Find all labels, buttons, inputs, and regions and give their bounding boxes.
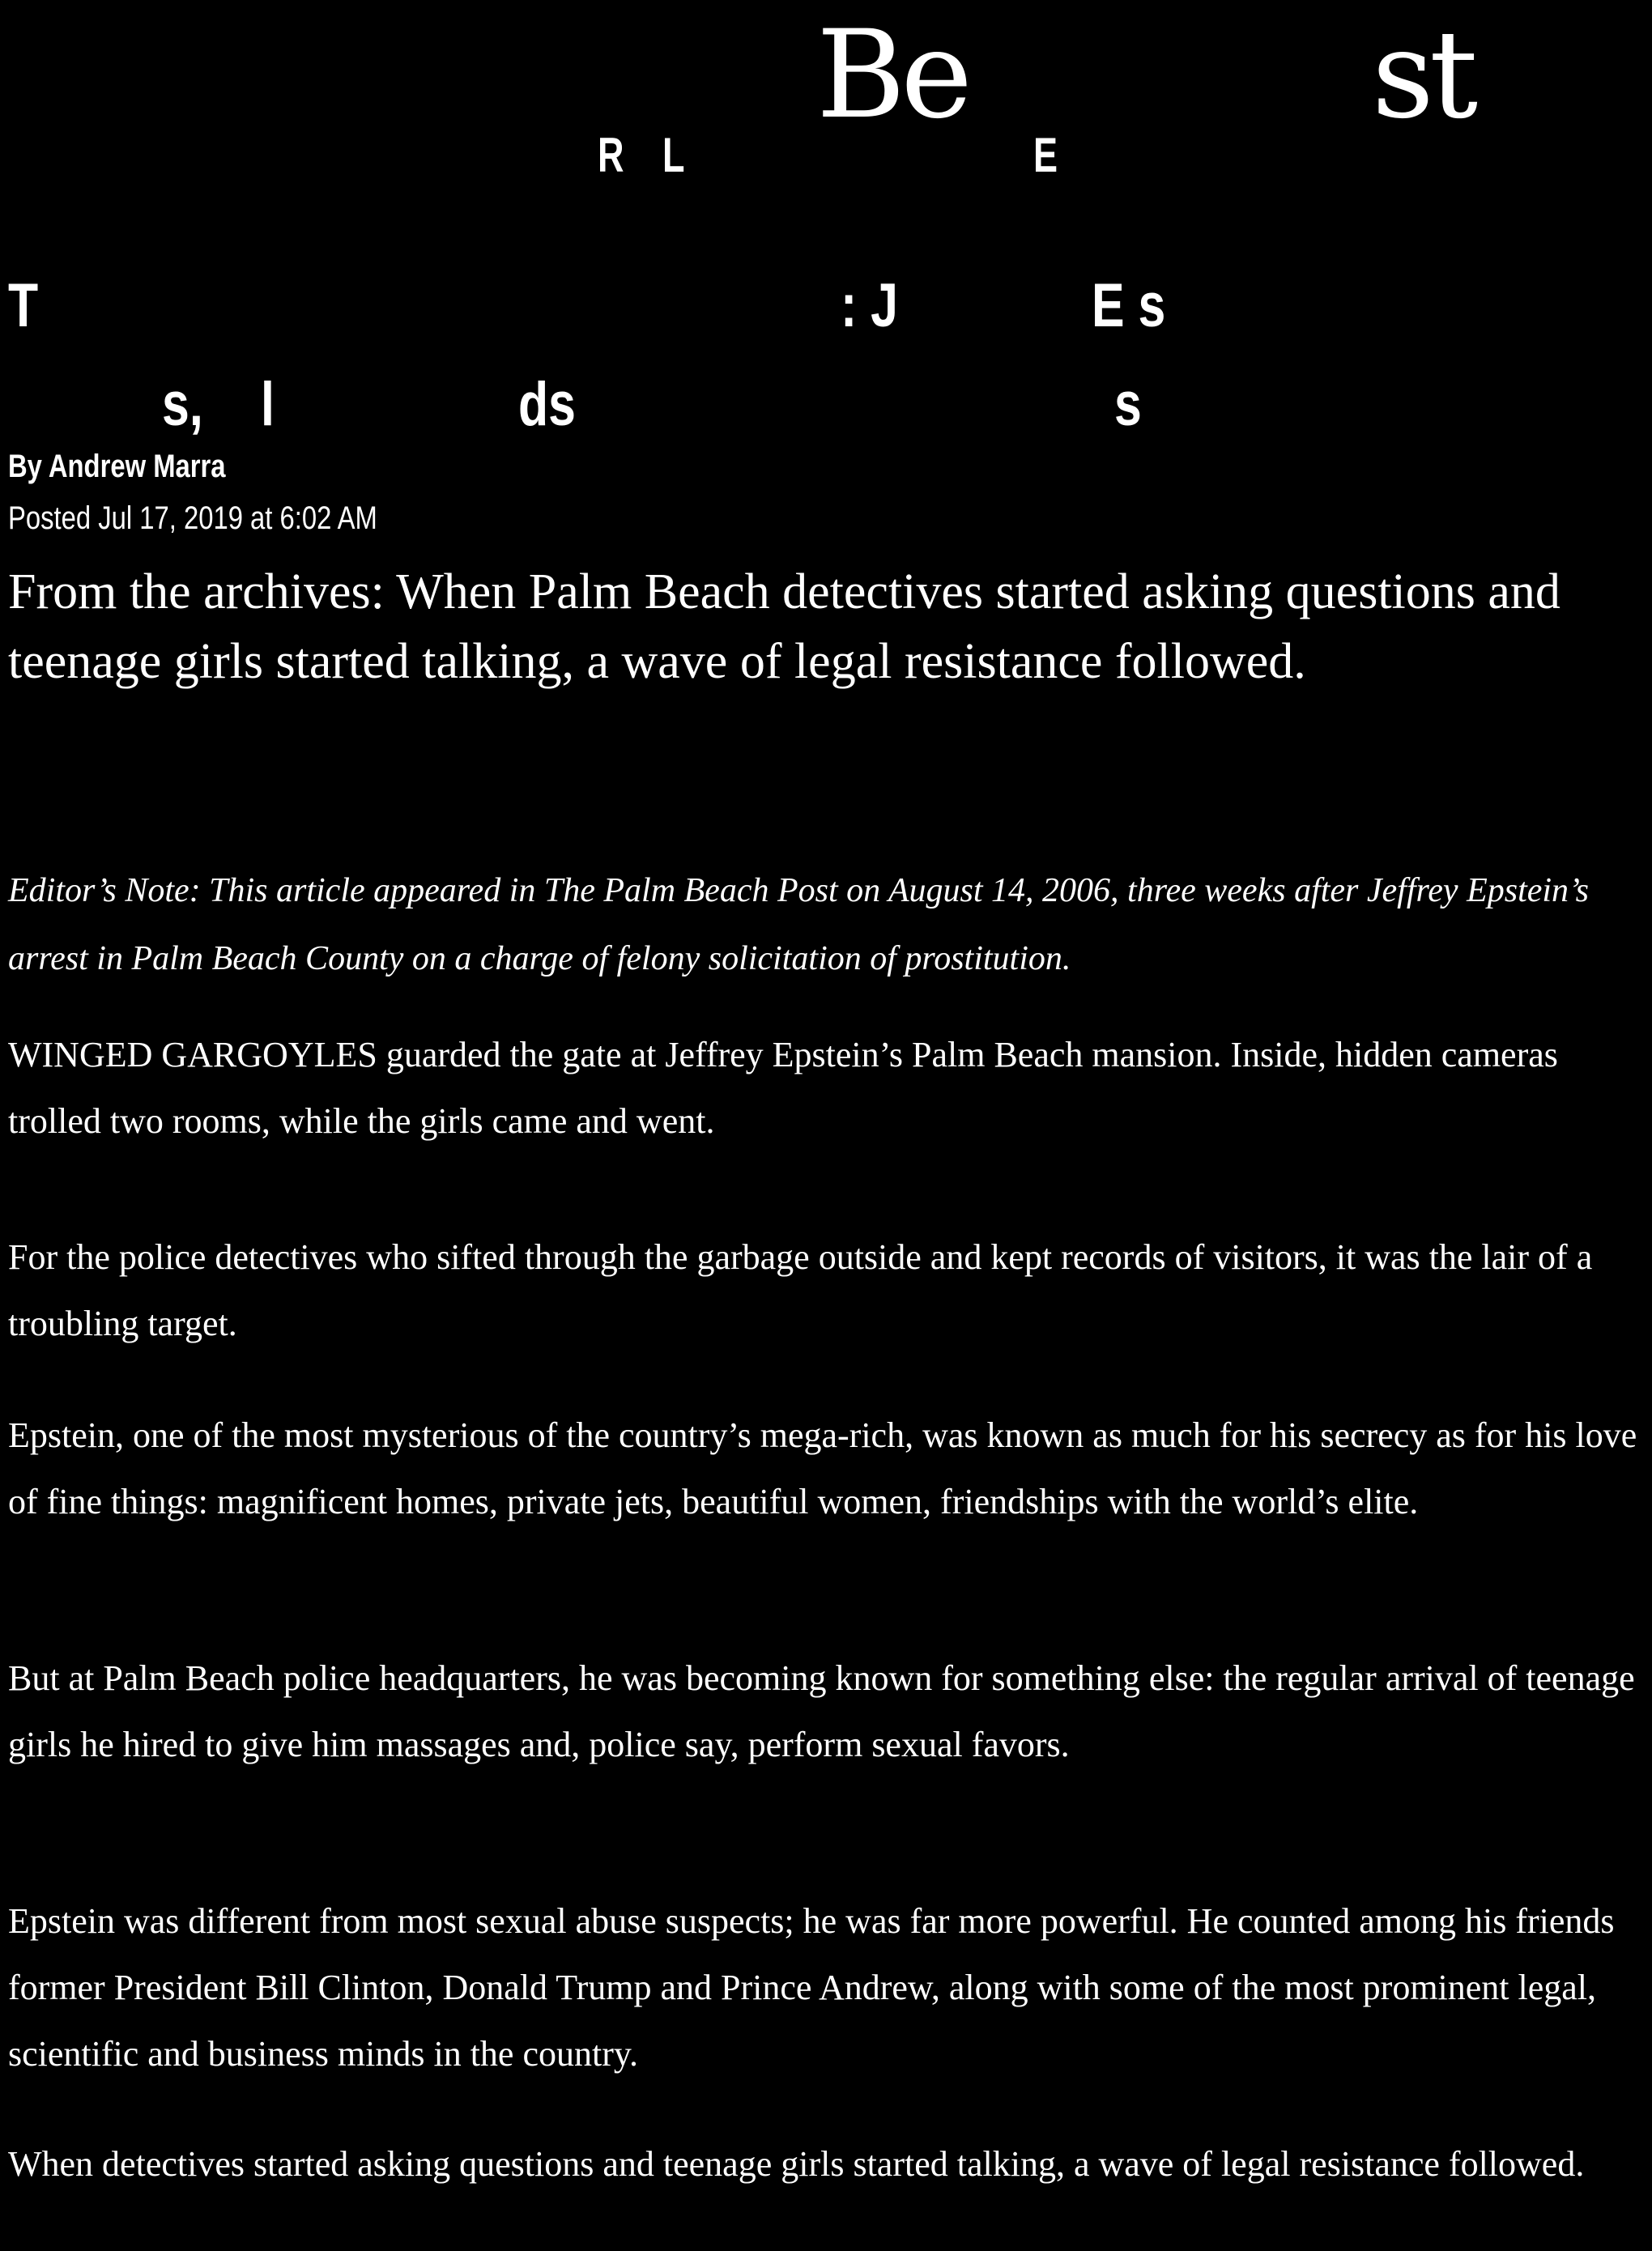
headline-fragment-s-comma: s, xyxy=(162,370,203,439)
headline-fragment-e-s: E s xyxy=(1092,271,1166,340)
article-paragraph: When detectives started asking questions and teenage girls started talking, a wave of legal resistance followed. xyxy=(8,2144,1585,2184)
posted-date: Posted Jul 17, 2019 at 6:02 AM xyxy=(8,500,377,536)
masthead-fragment-r: R xyxy=(598,128,624,182)
headline-fragment-ds: ds xyxy=(518,370,576,439)
masthead-fragment-e: E xyxy=(1033,128,1058,182)
article-paragraph: WINGED GARGOYLES guarded the gate at Jeffrey Epstein’s Palm Beach mansion. Inside, hidden cameras trolled two rooms, while the girls came and went. xyxy=(8,1035,1558,1141)
article-paragraph: Epstein was different from most sexual abuse suspects; he was far more powerful. He counted among his friends former President Bill Clinton, Donald Trump and Prince Andrew, along with some of the most prominent legal, scientific and business minds in the country. xyxy=(8,1901,1615,2074)
article-paragraph: For the police detectives who sifted through the garbage outside and kept records of visitors, it was the lair of a troubling target. xyxy=(8,1237,1593,1343)
article-dek: From the archives: When Palm Beach detectives started asking questions and teenage girls started talking, a wave of legal resistance followed. xyxy=(8,564,1560,689)
masthead-fragment-be: Be xyxy=(816,5,968,146)
headline-fragment-s: s xyxy=(1114,370,1142,439)
article-paragraph: But at Palm Beach police headquarters, he was becoming known for something else: the regular arrival of teenage girls he hired to give him massages and, police say, perform sexual favors. xyxy=(8,1658,1635,1764)
masthead-fragment-st: st xyxy=(1372,5,1474,146)
masthead-fragment-l: L xyxy=(662,128,685,182)
headline-fragment-l: l xyxy=(261,370,275,439)
article-paragraph: Epstein, one of the most mysterious of the country’s mega-rich, was known as much for his secrecy as for his love of fine things: magnificent homes, private jets, beautiful women, friendships with the world’s elite. xyxy=(8,1415,1637,1521)
headline-fragment-t: T xyxy=(8,271,39,340)
byline: By Andrew Marra xyxy=(8,449,226,484)
editors-note: Editor’s Note: This article appeared in The Palm Beach Post on August 14, 2006, three weeks after Jeffrey Epstein’s arrest in Palm Beach County on a charge of felony solicitation of prostitution. xyxy=(8,872,1589,977)
headline-fragment-colon-j: : J xyxy=(841,271,898,340)
masthead xyxy=(0,0,1652,194)
